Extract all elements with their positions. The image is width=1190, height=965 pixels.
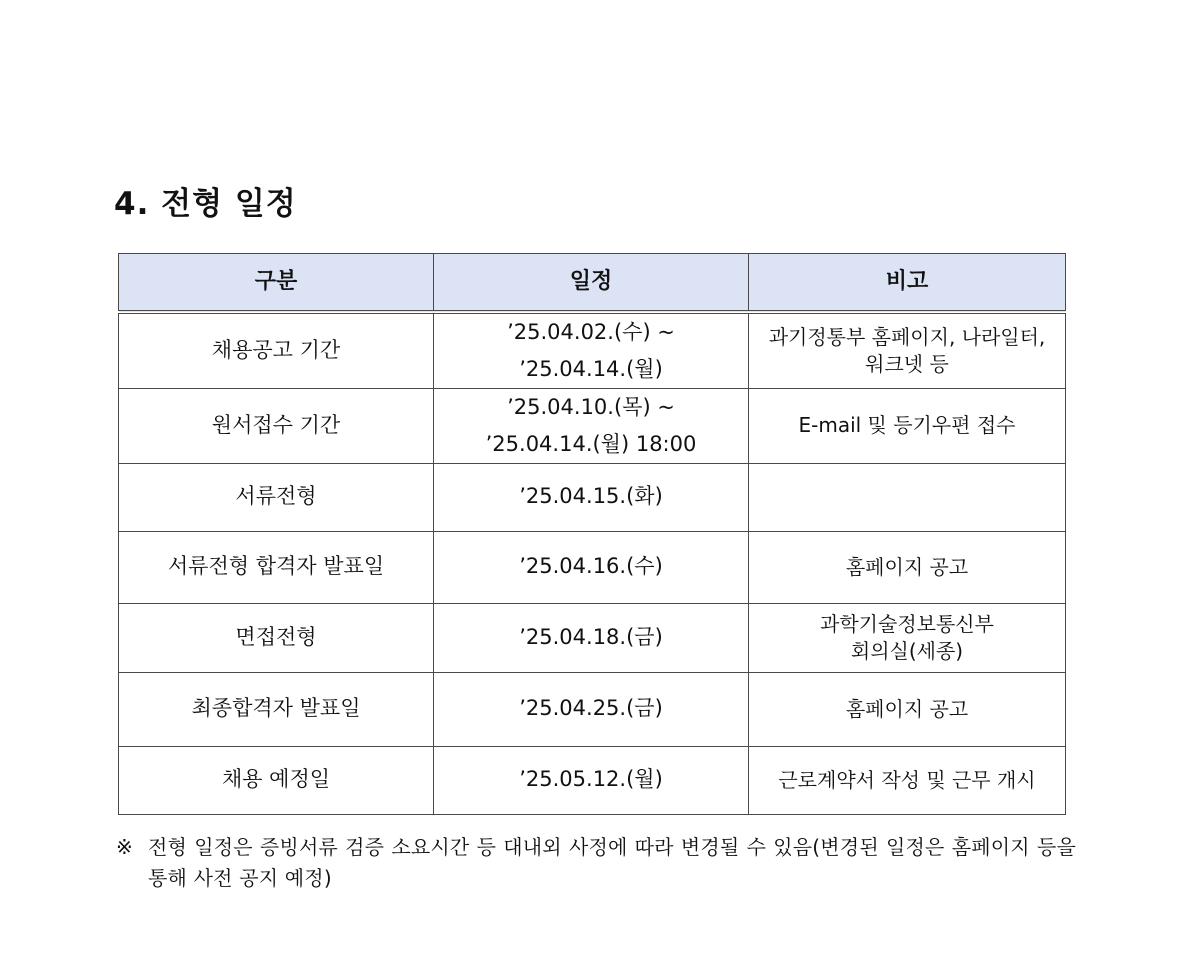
date-cell: ’25.04.25.(금) bbox=[434, 672, 749, 746]
date-cell: ’25.05.12.(월) bbox=[434, 746, 749, 814]
date-cell: ’25.04.15.(화) bbox=[434, 463, 749, 531]
category-cell: 채용 예정일 bbox=[119, 746, 434, 814]
table-row bbox=[119, 603, 1066, 672]
reference-mark-icon: ※ bbox=[116, 835, 133, 859]
remarks-cell bbox=[749, 463, 1066, 531]
table-row bbox=[119, 672, 1066, 746]
table-row bbox=[119, 463, 1066, 531]
date-line: ’25.04.14.(월) 18:00 bbox=[485, 431, 697, 456]
footnote bbox=[116, 832, 1076, 894]
table-row bbox=[119, 312, 1066, 388]
header-category: 구분 bbox=[119, 254, 434, 313]
date-line: ’25.04.10.(목) ~ bbox=[507, 394, 675, 419]
header-schedule: 일정 bbox=[434, 254, 749, 313]
remarks-cell: 홈페이지 공고 bbox=[749, 531, 1066, 603]
remarks-cell: 근로계약서 작성 및 근무 개시 bbox=[749, 746, 1066, 814]
category-cell: 최종합격자 발표일 bbox=[119, 672, 434, 746]
remarks-cell bbox=[749, 388, 1066, 463]
table-header-row bbox=[119, 254, 1066, 313]
date-cell: ’25.04.16.(수) bbox=[434, 531, 749, 603]
header-remarks: 비고 bbox=[749, 254, 1066, 313]
date-cell: ’25.04.18.(금) bbox=[434, 603, 749, 672]
remarks-line: 과학기술정보통신부 bbox=[820, 611, 994, 636]
category-cell: 원서접수 기간 bbox=[119, 388, 434, 463]
remarks-cell bbox=[749, 603, 1066, 672]
table-row bbox=[119, 531, 1066, 603]
schedule-table bbox=[118, 253, 1066, 815]
remarks-line: 과기정통부 홈페이지, 나라일터, bbox=[768, 324, 1046, 349]
footnote-text: 전형 일정은 증빙서류 검증 소요시간 등 대내외 사정에 따라 변경될 수 있음(변경된 일정은 홈페이지 등을 통해 사전 공지 예정) bbox=[148, 835, 1076, 890]
remarks-cell: 홈페이지 공고 bbox=[749, 672, 1066, 746]
category-cell: 면접전형 bbox=[119, 603, 434, 672]
category-cell: 서류전형 bbox=[119, 463, 434, 531]
date-cell bbox=[434, 312, 749, 388]
remarks-cell bbox=[749, 312, 1066, 388]
table-row bbox=[119, 746, 1066, 814]
category-cell: 서류전형 합격자 발표일 bbox=[119, 531, 434, 603]
date-line: ’25.04.02.(수) ~ bbox=[507, 320, 675, 344]
remarks-line: 회의실(세종) bbox=[850, 638, 964, 663]
category-cell: 채용공고 기간 bbox=[119, 312, 434, 388]
date-line: ’25.04.14.(월) bbox=[519, 356, 663, 381]
date-cell bbox=[434, 388, 749, 463]
remarks-line: E-mail 및 등기우편 접수 bbox=[798, 413, 1016, 437]
table-row bbox=[119, 388, 1066, 463]
section-title: 4. 전형 일정 bbox=[114, 186, 297, 222]
remarks-line: 워크넷 등 bbox=[865, 351, 949, 376]
